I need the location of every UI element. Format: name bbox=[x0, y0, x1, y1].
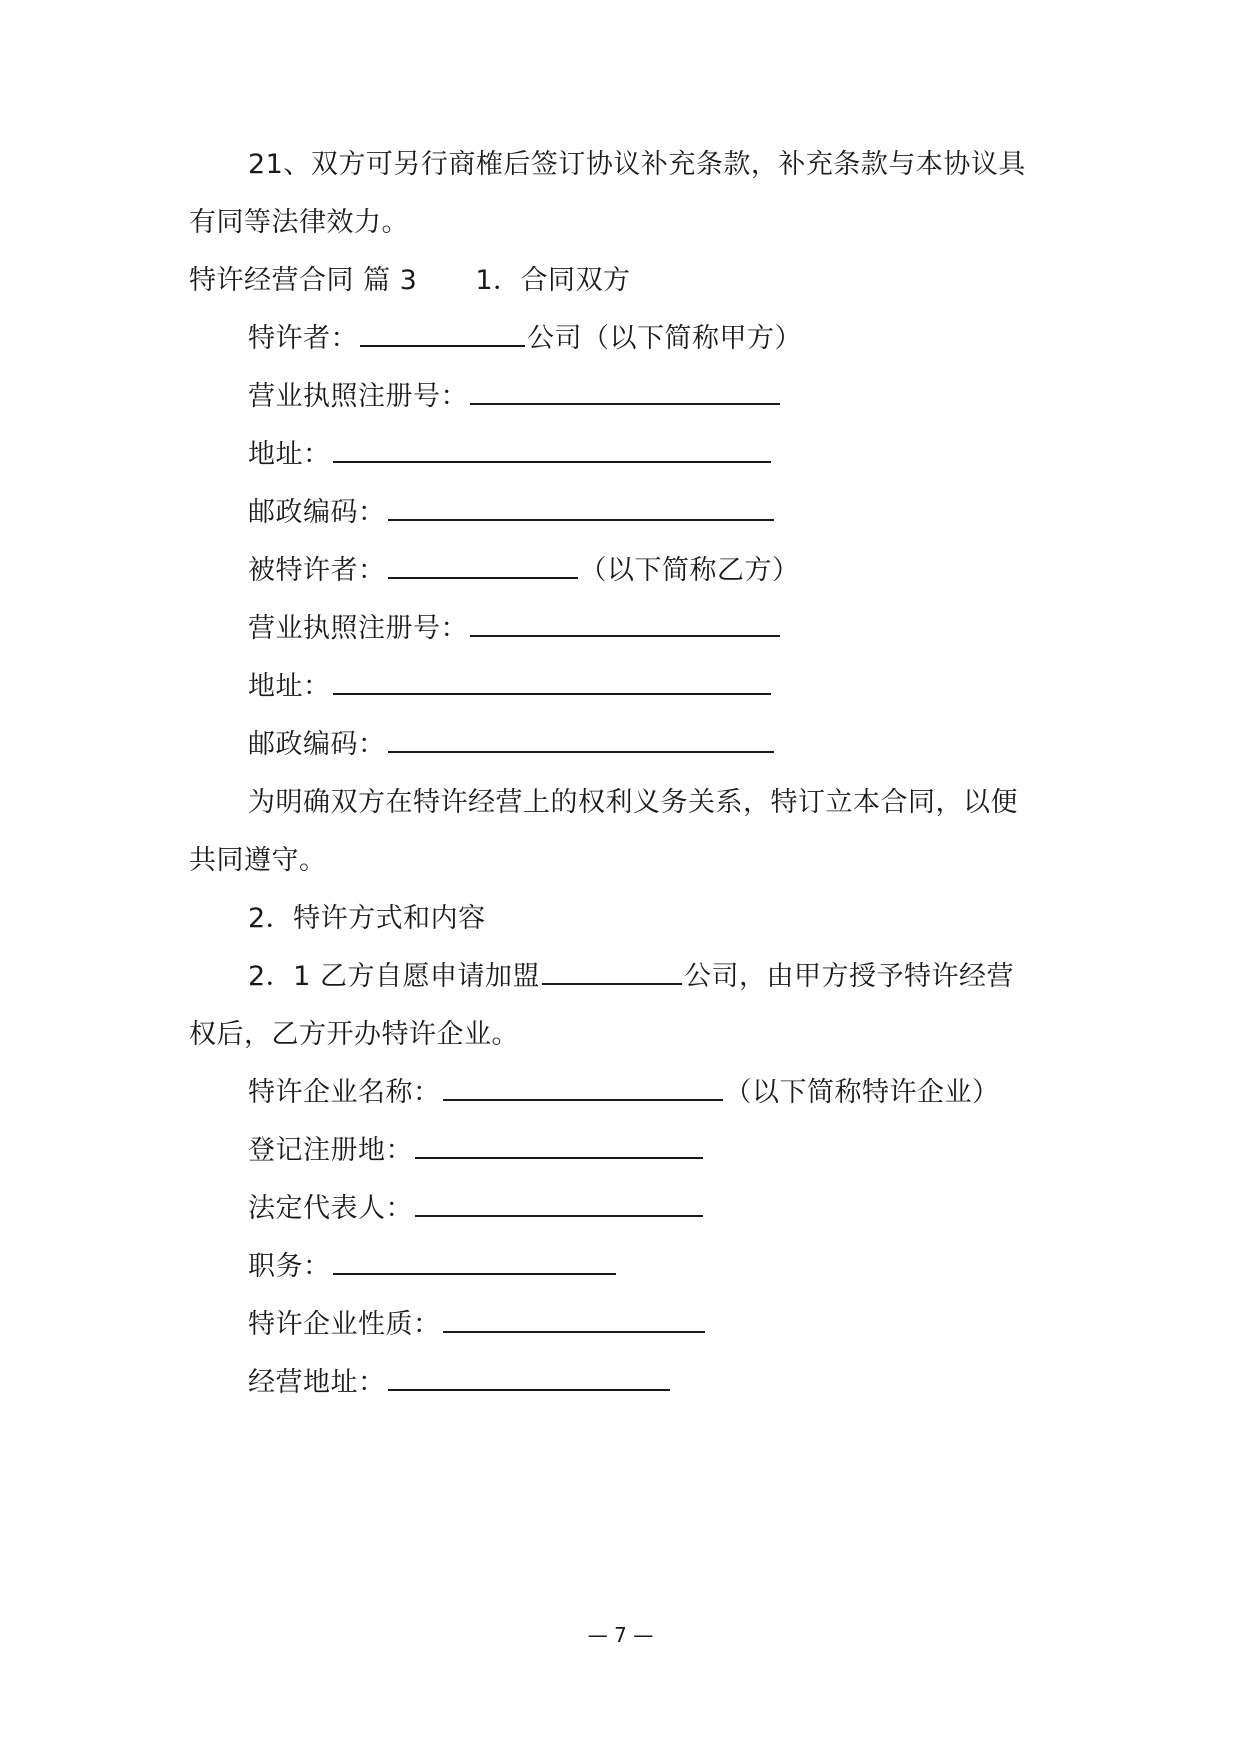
enterprise-name-label: 特许企业名称： bbox=[248, 1077, 441, 1108]
enterprise-position-label: 职务： bbox=[248, 1251, 331, 1282]
franchisor-name-row bbox=[248, 319, 802, 359]
clause-21-line-1: 21、双方可另行商榷后签订协议补充条款，补充条款与本协议具 bbox=[248, 149, 1026, 180]
clause-2-1-company-blank bbox=[542, 957, 682, 985]
section-1-title: 1．合同双方 bbox=[475, 265, 631, 296]
franchisor-name-label: 特许者： bbox=[248, 323, 358, 354]
enterprise-position-row bbox=[248, 1247, 618, 1287]
franchisee-license-label: 营业执照注册号： bbox=[248, 613, 468, 644]
franchisor-name-suffix: 公司（以下简称甲方） bbox=[527, 323, 802, 354]
franchisee-license-blank bbox=[470, 609, 780, 637]
enterprise-registered-place-row bbox=[248, 1131, 705, 1171]
enterprise-name-suffix: （以下简称特许企业） bbox=[724, 1077, 1000, 1108]
franchisor-license-row bbox=[248, 377, 782, 417]
enterprise-legal-rep-blank bbox=[415, 1189, 703, 1217]
franchisor-license-label: 营业执照注册号： bbox=[248, 381, 468, 412]
franchisee-license-row bbox=[248, 609, 782, 649]
clause-21-line-2: 有同等法律效力。 bbox=[189, 207, 409, 238]
clause-2-1-prefix: 2．1 乙方自愿申请加盟 bbox=[248, 961, 540, 992]
franchisor-name-blank bbox=[360, 319, 525, 347]
franchisee-address-row bbox=[248, 667, 773, 707]
purpose-line-1: 为明确双方在特许经营上的权利义务关系，特订立本合同，以便 bbox=[248, 787, 1018, 818]
franchisee-name-blank bbox=[388, 551, 578, 579]
section-2-title: 2．特许方式和内容 bbox=[248, 903, 486, 934]
enterprise-nature-blank bbox=[443, 1305, 705, 1333]
franchisor-postcode-row bbox=[248, 493, 776, 533]
franchisee-name-suffix: （以下简称乙方） bbox=[579, 555, 800, 586]
clause-2-1-line-2: 权后，乙方开办特许企业。 bbox=[189, 1019, 519, 1050]
franchisee-address-label: 地址： bbox=[248, 671, 331, 702]
franchisor-address-row bbox=[248, 435, 773, 475]
enterprise-name-blank bbox=[443, 1073, 723, 1101]
contract-heading: 特许经营合同 篇 3 bbox=[189, 265, 418, 296]
franchisee-postcode-label: 邮政编码： bbox=[248, 729, 386, 760]
enterprise-legal-rep-row bbox=[248, 1189, 705, 1229]
enterprise-legal-rep-label: 法定代表人： bbox=[248, 1193, 413, 1224]
enterprise-nature-row bbox=[248, 1305, 707, 1345]
clause-2-1-line-1 bbox=[248, 957, 1014, 997]
enterprise-name-row bbox=[248, 1073, 1000, 1113]
franchisee-postcode-row bbox=[248, 725, 776, 765]
enterprise-business-address-label: 经营地址： bbox=[248, 1367, 386, 1398]
franchisor-address-label: 地址： bbox=[248, 439, 331, 470]
enterprise-registered-place-label: 登记注册地： bbox=[248, 1135, 413, 1166]
clause-2-1-suffix: 公司，由甲方授予特许经营 bbox=[683, 961, 1014, 992]
franchisor-postcode-blank bbox=[388, 493, 774, 521]
purpose-line-2: 共同遵守。 bbox=[189, 845, 327, 876]
franchisor-postcode-label: 邮政编码： bbox=[248, 497, 386, 528]
contract-heading-row bbox=[189, 261, 631, 301]
franchisee-address-blank bbox=[333, 667, 771, 695]
franchisor-address-blank bbox=[333, 435, 771, 463]
franchisee-postcode-blank bbox=[388, 725, 774, 753]
enterprise-position-blank bbox=[333, 1247, 616, 1275]
enterprise-business-address-blank bbox=[388, 1363, 670, 1391]
enterprise-registered-place-blank bbox=[415, 1131, 703, 1159]
franchisee-name-label: 被特许者： bbox=[248, 555, 386, 586]
franchisee-name-row bbox=[248, 551, 800, 591]
franchisor-license-blank bbox=[470, 377, 780, 405]
page-number: — 7 — bbox=[587, 1623, 654, 1647]
enterprise-business-address-row bbox=[248, 1363, 672, 1403]
enterprise-nature-label: 特许企业性质： bbox=[248, 1309, 441, 1340]
